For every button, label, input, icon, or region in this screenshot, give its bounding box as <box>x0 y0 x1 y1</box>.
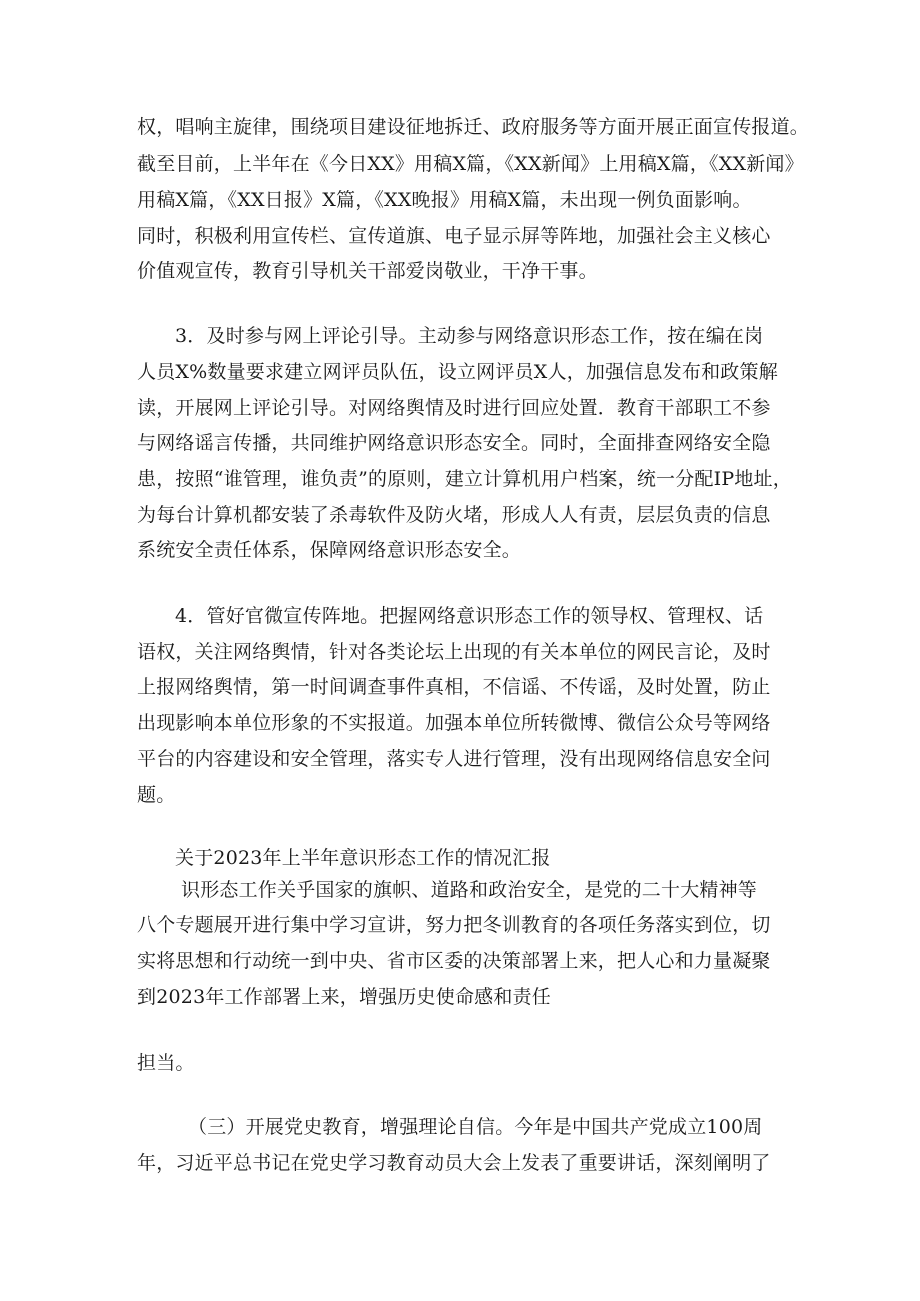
section-4-heading-line: 4．管好官微宣传阵地。把握网络意识形态工作的领导权、管理权、话 <box>175 605 764 627</box>
paragraph-line: 权，唱响主旋律，围绕项目建设征地拆迁、政府服务等方面开展正面宣传报道。 <box>137 116 810 138</box>
paragraph-line: 价值观宣传，教育引导机关干部爱岗敬业，干净干事。 <box>137 260 598 282</box>
paragraph-line: 出现影响本单位形象的不实报道。加强本单位所转微博、微信公众号等网络 <box>137 712 771 734</box>
paragraph-line: 年，习近平总书记在党史学习教育动员大会上发表了重要讲话，深刻阐明了 <box>137 1152 771 1174</box>
paragraph-line: 担当。 <box>137 1052 195 1074</box>
paragraph-line: 实将思想和行动统一到中央、省市区委的决策部署上来，把人心和力量凝聚 <box>137 950 771 972</box>
section-3-heading-line: 3．及时参与网上评论引导。主动参与网络意识形态工作，按在编在岗 <box>175 325 764 347</box>
paragraph-line: 八个专题展开进行集中学习宣讲，努力把冬训教育的各项任务落实到位，切 <box>137 914 771 936</box>
section-heading-line: （三）开展党史教育，增强理论自信。今年是中国共产党成立100周 <box>188 1116 763 1138</box>
paragraph-line: 人员X%数量要求建立网评员队伍，设立网评员X人，加强信息发布和政策解 <box>137 361 778 383</box>
paragraph-line: 读，开展网上评论引导。对网络舆情及时进行回应处置．教育干部职工不参 <box>137 397 771 419</box>
paragraph-line: 同时，积极利用宣传栏、宣传道旗、电子显示屏等阵地，加强社会主义核心 <box>137 225 771 247</box>
paragraph-line: 到2023年工作部署上来，增强历史使命感和责任 <box>137 986 551 1008</box>
paragraph-line: 为每台计算机都安装了杀毒软件及防火堵，形成人人有责，层层负责的信息 <box>137 504 771 526</box>
paragraph-line: 上报网络舆情，第一时间调查事件真相，不信谣、不传谣，及时处置，防止 <box>137 676 771 698</box>
paragraph-line: 患，按照“谁管理，谁负责”的原则，建立计算机用户档案，统一分配IP地址， <box>137 468 792 490</box>
paragraph-line: 与网络谣言传播，共同维护网络意识形态安全。同时，全面排查网络安全隐 <box>137 432 771 454</box>
report-title: 关于2023年上半年意识形态工作的情况汇报 <box>175 847 551 869</box>
paragraph-line: 用稿X篇，《XX日报》X篇，《XX晚报》用稿X篇，未出现一例负面影响。 <box>137 189 752 211</box>
paragraph-line: 截至目前，上半年在《今日XX》用稿X篇，《XX新闻》上用稿X篇，《XX新闻》 <box>137 153 804 175</box>
paragraph-line: 题。 <box>137 784 176 806</box>
paragraph-line: 识形态工作关乎国家的旗帜、道路和政治安全，是党的二十大精神等 <box>181 879 758 901</box>
paragraph-line: 语权，关注网络舆情，针对各类论坛上出现的有关本单位的网民言论，及时 <box>137 641 771 663</box>
paragraph-line: 系统安全责任体系，保障网络意识形态安全。 <box>137 539 522 561</box>
paragraph-line: 平台的内容建设和安全管理，落实专人进行管理，没有出现网络信息安全问 <box>137 748 771 770</box>
